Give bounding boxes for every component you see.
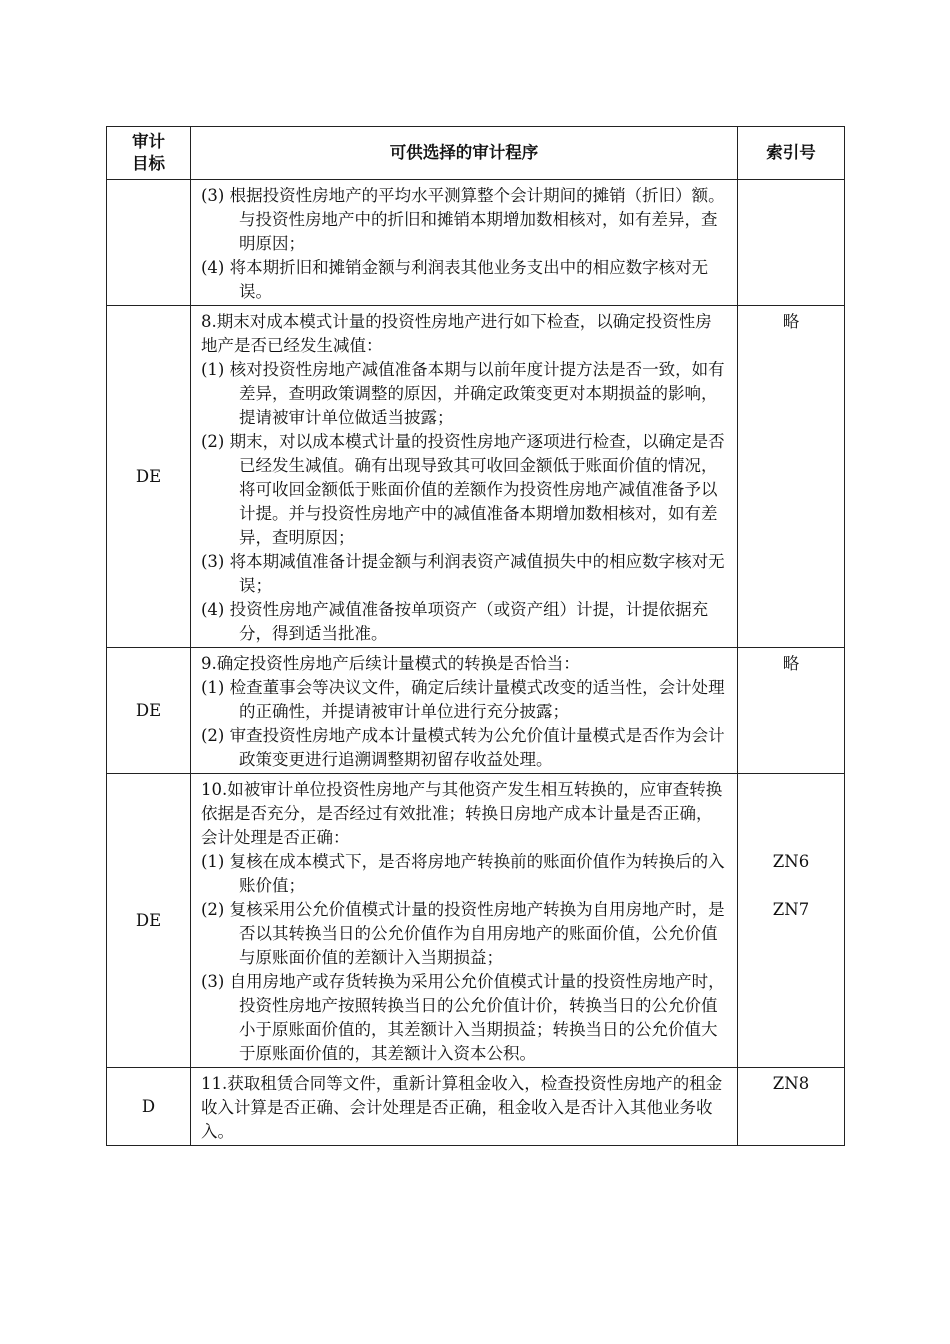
audit-target-cell: DE xyxy=(107,306,191,648)
procedure-step: (2) 期末，对以成本模式计量的投资性房地产逐项进行检查，以确定是否已经发生减值。确有出现导致其可收回金额低于账面价值的情况，将可收回金额低于账面价值的差额作为投资性房地产减值准备予以计提。并与投资性房地产中的减值准备本期增加数相核对，如有差异，查明原因； xyxy=(201,432,725,547)
procedure-step: (4) 将本期折旧和摊销金额与利润表其他业务支出中的相应数字核对无误。 xyxy=(201,258,709,301)
index-ref: ZN7 xyxy=(772,900,810,919)
header-audit-target xyxy=(107,127,191,180)
table-row xyxy=(107,180,845,306)
index-cell: 略 xyxy=(738,648,845,774)
procedure-cell xyxy=(191,648,738,774)
index-cell xyxy=(738,774,845,1068)
procedure-cell xyxy=(191,774,738,1068)
procedure-lead: 8.期末对成本模式计量的投资性房地产进行如下检查，以确定投资性房地产是否已经发生减值： xyxy=(201,312,712,355)
procedure-lead: 11.获取租赁合同等文件，重新计算租金收入，检查投资性房地产的租金收入计算是否正确、会计处理是否正确，租金收入是否计入其他业务收入。 xyxy=(201,1074,723,1141)
procedure-lead: 10.如被审计单位投资性房地产与其他资产发生相互转换的，应审查转换依据是否充分，是否经过有效批准；转换日房地产成本计量是否正确，会计处理是否正确： xyxy=(201,780,723,847)
header-audit-target-line2: 目标 xyxy=(132,154,165,173)
header-index: 索引号 xyxy=(738,127,845,180)
index-cell: ZN8 xyxy=(738,1068,845,1146)
index-ref: ZN6 xyxy=(772,852,810,871)
index-cell xyxy=(738,180,845,306)
procedure-lead: 9.确定投资性房地产后续计量模式的转换是否恰当： xyxy=(201,654,580,673)
table-row xyxy=(107,648,845,774)
audit-target-cell: DE xyxy=(107,774,191,1068)
header-procedure: 可供选择的审计程序 xyxy=(191,127,738,180)
procedure-cell xyxy=(191,306,738,648)
procedure-step: (3) 将本期减值准备计提金额与利润表资产减值损失中的相应数字核对无误； xyxy=(201,552,725,595)
table-row xyxy=(107,1068,845,1146)
audit-target-cell: D xyxy=(107,1068,191,1146)
table-header-row xyxy=(107,127,845,180)
procedure-step: (3) 根据投资性房地产的平均水平测算整个会计期间的摊销（折旧）额。与投资性房地产中的折旧和摊销本期增加数相核对，如有差异，查明原因； xyxy=(201,186,725,253)
procedure-cell xyxy=(191,1068,738,1146)
procedure-step: (1) 复核在成本模式下，是否将房地产转换前的账面价值作为转换后的入账价值； xyxy=(201,852,725,895)
procedure-step: (1) 核对投资性房地产减值准备本期与以前年度计提方法是否一致，如有差异，查明政策调整的原因，并确定政策变更对本期损益的影响，提请被审计单位做适当披露； xyxy=(201,360,725,427)
audit-target-cell: DE xyxy=(107,648,191,774)
index-cell: 略 xyxy=(738,306,845,648)
procedure-step: (1) 检查董事会等决议文件，确定后续计量模式改变的适当性，会计处理的正确性，并提请被审计单位进行充分披露； xyxy=(201,678,725,721)
procedure-cell xyxy=(191,180,738,306)
procedure-step: (2) 审查投资性房地产成本计量模式转为公允价值计量模式是否作为会计政策变更进行追溯调整期初留存收益处理。 xyxy=(201,726,725,769)
table-row xyxy=(107,306,845,648)
table-row xyxy=(107,774,845,1068)
audit-procedure-table xyxy=(106,126,845,1146)
procedure-step: (2) 复核采用公允价值模式计量的投资性房地产转换为自用房地产时，是否以其转换当日的公允价值作为自用房地产的账面价值，公允价值与原账面价值的差额计入当期损益； xyxy=(201,900,725,967)
procedure-step: (4) 投资性房地产减值准备按单项资产（或资产组）计提，计提依据充分，得到适当批准。 xyxy=(201,600,709,643)
audit-target-cell xyxy=(107,180,191,306)
procedure-step: (3) 自用房地产或存货转换为采用公允价值模式计量的投资性房地产时，投资性房地产按照转换当日的公允价值计价，转换当日的公允价值小于原账面价值的，其差额计入当期损益；转换当日的公允价值大于原账面价值的，其差额计入资本公积。 xyxy=(201,972,725,1063)
header-audit-target-line1: 审计 xyxy=(132,132,165,151)
